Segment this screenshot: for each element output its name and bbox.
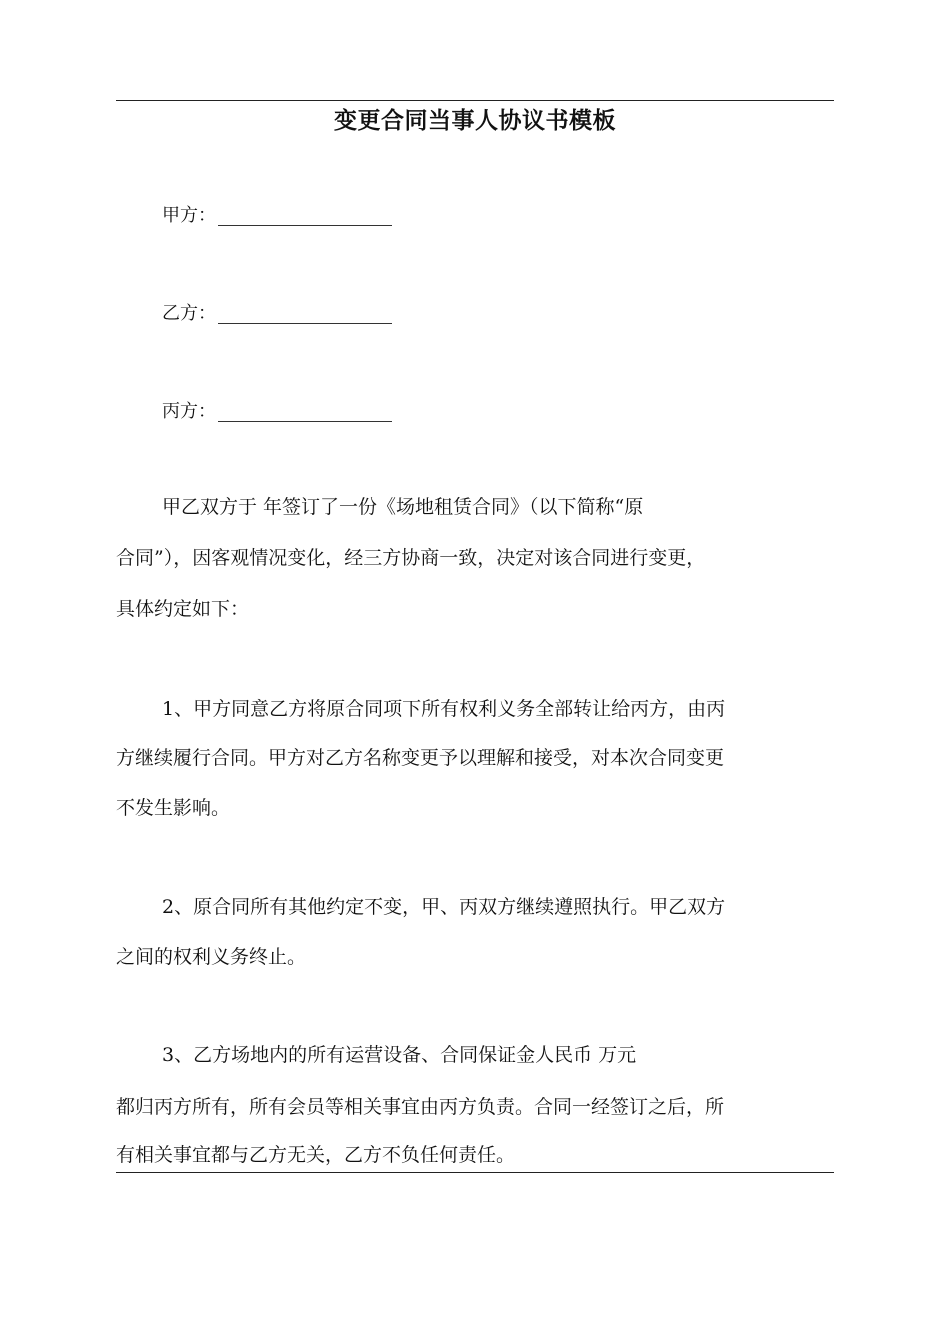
party-c-line <box>162 399 392 425</box>
footer-rule <box>116 1172 834 1173</box>
clause-1-line-1: 1、甲方同意乙方将原合同项下所有权利义务全部转让给丙方，由丙 <box>162 698 726 720</box>
clause-1-line-2: 方继续履行合同。甲方对乙方名称变更予以理解和接受，对本次合同变更 <box>116 747 725 769</box>
party-b-line <box>162 301 392 327</box>
header-rule <box>116 100 834 101</box>
document-title: 变更合同当事人协议书模板 <box>334 107 616 134</box>
party-b-blank <box>218 323 392 324</box>
party-a-line <box>162 203 392 229</box>
party-a-blank <box>218 225 392 226</box>
clause-2-line-2: 之间的权利义务终止。 <box>116 946 307 968</box>
party-c-blank <box>218 421 392 422</box>
clause-3-line-2: 都归丙方所有，所有会员等相关事宜由丙方负责。合同一经签订之后，所 <box>116 1096 725 1118</box>
party-a-label: 甲方： <box>162 205 216 226</box>
intro-line-3: 具体约定如下： <box>116 598 250 620</box>
intro-line-2: 合同”），因客观情况变化，经三方协商一致，决定对该合同进行变更， <box>116 547 706 569</box>
party-c-label: 丙方： <box>162 401 216 422</box>
party-b-label: 乙方： <box>162 303 216 324</box>
intro-line-1: 甲乙双方于 年签订了一份《场地租赁合同》（以下简称“原 <box>162 496 644 518</box>
clause-1-line-3: 不发生影响。 <box>116 797 231 819</box>
clause-2-line-1: 2、原合同所有其他约定不变，甲、丙双方继续遵照执行。甲乙双方 <box>162 896 726 918</box>
clause-3-line-1: 3、乙方场地内的所有运营设备、合同保证金人民币 万元 <box>162 1044 637 1066</box>
clause-3-line-3: 有相关事宜都与乙方无关，乙方不负任何责任。 <box>116 1144 516 1166</box>
